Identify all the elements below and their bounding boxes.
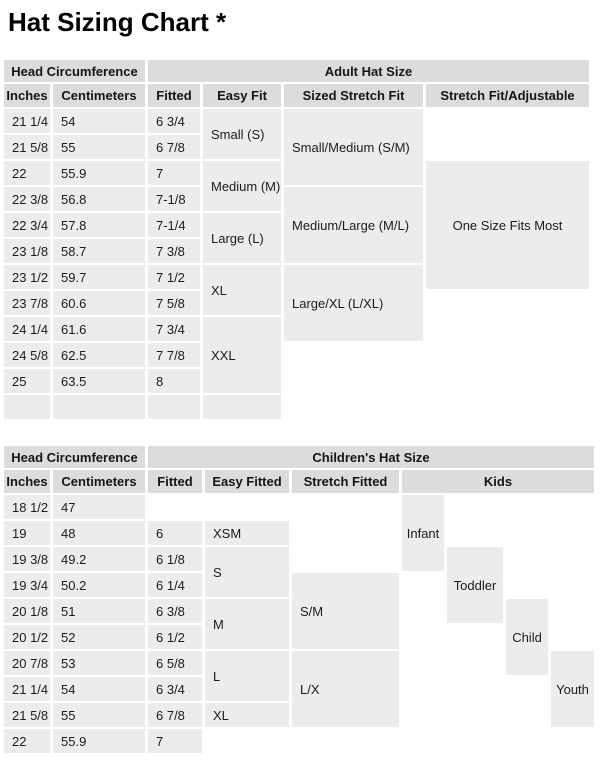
cell-easy-fitted-m: M: [205, 599, 289, 649]
cell-easy-fit-medium: Medium (M): [203, 161, 281, 211]
table-row: [4, 109, 589, 133]
cell-empty: [426, 395, 589, 419]
table-row: [4, 547, 594, 571]
cell-centimeters: 60.6: [53, 291, 145, 315]
cell-inches: 21 5/8: [4, 703, 50, 727]
cell-inches: 24 5/8: [4, 343, 50, 367]
cell-centimeters: 48: [53, 521, 145, 545]
cell-empty: [551, 495, 594, 519]
cell-empty: [506, 729, 548, 753]
cell-easy-fit-xl: XL: [203, 265, 281, 315]
cell-empty: [551, 599, 594, 623]
col-header-inches: Inches: [4, 84, 50, 107]
col-header-stretch-fitted: Stretch Fitted: [292, 470, 399, 493]
cell-inches: 20 1/2: [4, 625, 50, 649]
cell-fitted: 7 5/8: [148, 291, 200, 315]
col-header-inches: Inches: [4, 470, 50, 493]
cell-centimeters: 55.9: [53, 161, 145, 185]
cell-fitted: 7-1/4: [148, 213, 200, 237]
cell-inches-empty: [4, 395, 50, 419]
cell-centimeters: 51: [53, 599, 145, 623]
table-row: [4, 369, 589, 393]
cell-empty: [426, 343, 589, 367]
cell-empty: [292, 495, 399, 519]
cell-empty: [402, 677, 444, 701]
cell-fitted: 7 3/4: [148, 317, 200, 341]
cell-centimeters: 59.7: [53, 265, 145, 289]
cell-easy-fit-xxl: XXL: [203, 317, 281, 393]
col-header-stretch-fit-adjustable: Stretch Fit/Adjustable: [426, 84, 589, 107]
cell-centimeters: 63.5: [53, 369, 145, 393]
table-row: [4, 446, 594, 468]
cell-easy-fit-empty: [203, 395, 281, 419]
cell-inches: 22 3/4: [4, 213, 50, 237]
cell-centimeters: 56.8: [53, 187, 145, 211]
cell-empty: [447, 651, 503, 675]
cell-empty: [426, 291, 589, 315]
cell-empty: [506, 677, 548, 701]
cell-fitted: 7: [148, 729, 202, 753]
cell-inches: 23 1/8: [4, 239, 50, 263]
cell-one-size-fits-most: One Size Fits Most: [426, 161, 589, 289]
cell-inches: 21 1/4: [4, 677, 50, 701]
cell-fitted-empty: [148, 395, 200, 419]
cell-fitted: 7: [148, 161, 200, 185]
cell-empty: [447, 495, 503, 519]
cell-centimeters-empty: [53, 395, 145, 419]
col-header-centimeters: Centimeters: [53, 84, 145, 107]
table-row: [4, 395, 589, 419]
cell-empty: [551, 729, 594, 753]
col-header-sized-stretch-fit: Sized Stretch Fit: [284, 84, 423, 107]
cell-easy-fitted-l: L: [205, 651, 289, 701]
cell-inches: 19 3/4: [4, 573, 50, 597]
cell-inches: 24 1/4: [4, 317, 50, 341]
cell-easy-fitted-s: S: [205, 547, 289, 597]
cell-centimeters: 57.8: [53, 213, 145, 237]
table-row: [4, 470, 594, 493]
cell-centimeters: 61.6: [53, 317, 145, 341]
cell-centimeters: 47: [53, 495, 145, 519]
cell-fitted: 6 1/8: [148, 547, 202, 571]
cell-fitted: 7 7/8: [148, 343, 200, 367]
cell-empty: [447, 703, 503, 727]
cell-easy-fit-small: Small (S): [203, 109, 281, 159]
cell-inches: 20 1/8: [4, 599, 50, 623]
cell-centimeters: 62.5: [53, 343, 145, 367]
table-row: [4, 495, 594, 519]
cell-inches: 22: [4, 161, 50, 185]
cell-stretch-fitted-sm: S/M: [292, 573, 399, 649]
table-row: [4, 343, 589, 367]
cell-empty: [506, 521, 548, 545]
cell-empty: [447, 677, 503, 701]
cell-inches: 20 7/8: [4, 651, 50, 675]
cell-centimeters: 58.7: [53, 239, 145, 263]
cell-centimeters: 55.9: [53, 729, 145, 753]
table-row: [4, 521, 594, 545]
cell-empty: [292, 521, 399, 545]
cell-empty: [506, 495, 548, 519]
col-header-kids: Kids: [402, 470, 594, 493]
cell-centimeters: 53: [53, 651, 145, 675]
cell-fitted: 7-1/8: [148, 187, 200, 211]
cell-centimeters: 52: [53, 625, 145, 649]
table-row: [4, 60, 589, 82]
cell-fitted: 6 5/8: [148, 651, 202, 675]
cell-stretch-fitted-lx: L/X: [292, 651, 399, 727]
cell-inches: 22 3/8: [4, 187, 50, 211]
cell-empty: [426, 135, 589, 159]
cell-kids-toddler: Toddler: [447, 547, 503, 623]
cell-empty: [402, 625, 444, 649]
col-header-centimeters: Centimeters: [53, 470, 145, 493]
cell-centimeters: 54: [53, 677, 145, 701]
cell-empty: [426, 369, 589, 393]
cell-empty: [284, 395, 423, 419]
cell-fitted: 6 3/8: [148, 599, 202, 623]
cell-inches: 21 5/8: [4, 135, 50, 159]
cell-inches: 22: [4, 729, 50, 753]
cell-inches: 18 1/2: [4, 495, 50, 519]
cell-empty: [402, 599, 444, 623]
cell-empty: [402, 573, 444, 597]
cell-empty: [447, 625, 503, 649]
cell-kids-infant: Infant: [402, 495, 444, 571]
cell-sized-stretch-sm: Small/Medium (S/M): [284, 109, 423, 185]
cell-centimeters: 54: [53, 109, 145, 133]
cell-empty: [292, 547, 399, 571]
group-header-head-circumference: Head Circumference: [4, 60, 145, 82]
cell-easy-fitted-xl: XL: [205, 703, 289, 727]
cell-centimeters: 49.2: [53, 547, 145, 571]
col-header-fitted: Fitted: [148, 84, 200, 107]
page-title: Hat Sizing Chart *: [8, 7, 227, 37]
group-header-head-circumference: Head Circumference: [4, 446, 145, 468]
cell-empty: [506, 573, 548, 597]
cell-fitted: 6 1/2: [148, 625, 202, 649]
childrens-hat-size-table: [1, 444, 597, 755]
cell-inches: 25: [4, 369, 50, 393]
cell-fitted: 6: [148, 521, 202, 545]
cell-fitted: 6 7/8: [148, 135, 200, 159]
cell-empty: [426, 109, 589, 133]
cell-empty: [402, 729, 444, 753]
cell-kids-youth: Youth: [551, 651, 594, 727]
group-header-childrens-hat-size: Children's Hat Size: [148, 446, 594, 468]
cell-empty: [506, 547, 548, 571]
cell-empty: [284, 369, 423, 393]
cell-centimeters: 55: [53, 135, 145, 159]
cell-empty: [148, 495, 202, 519]
cell-fitted: 7 3/8: [148, 239, 200, 263]
cell-empty: [447, 521, 503, 545]
table-row: [4, 573, 594, 597]
cell-centimeters: 55: [53, 703, 145, 727]
cell-empty: [205, 729, 289, 753]
cell-fitted: 6 3/4: [148, 677, 202, 701]
cell-fitted: 7 1/2: [148, 265, 200, 289]
cell-empty: [551, 547, 594, 571]
cell-fitted: 6 7/8: [148, 703, 202, 727]
cell-empty: [551, 625, 594, 649]
cell-sized-stretch-ml: Medium/Large (M/L): [284, 187, 423, 263]
cell-empty: [426, 317, 589, 341]
col-header-easy-fit: Easy Fit: [203, 84, 281, 107]
cell-fitted: 6 1/4: [148, 573, 202, 597]
cell-sized-stretch-lxl: Large/XL (L/XL): [284, 265, 423, 341]
adult-hat-size-table: [1, 58, 592, 421]
cell-empty: [551, 573, 594, 597]
col-header-fitted: Fitted: [148, 470, 202, 493]
col-header-easy-fitted: Easy Fitted: [205, 470, 289, 493]
cell-empty: [506, 703, 548, 727]
cell-inches: 21 1/4: [4, 109, 50, 133]
cell-inches: 19 3/8: [4, 547, 50, 571]
cell-inches: 19: [4, 521, 50, 545]
cell-easy-fitted-xsm: XSM: [205, 521, 289, 545]
group-header-adult-hat-size: Adult Hat Size: [148, 60, 589, 82]
cell-fitted: 6 3/4: [148, 109, 200, 133]
cell-easy-fit-large: Large (L): [203, 213, 281, 263]
table-row: [4, 84, 589, 107]
cell-empty: [402, 651, 444, 675]
cell-inches: 23 7/8: [4, 291, 50, 315]
cell-empty: [292, 729, 399, 753]
cell-centimeters: 50.2: [53, 573, 145, 597]
cell-empty: [402, 703, 444, 727]
table-row: [4, 729, 594, 753]
cell-empty: [205, 495, 289, 519]
cell-inches: 23 1/2: [4, 265, 50, 289]
cell-empty: [447, 729, 503, 753]
cell-empty: [551, 521, 594, 545]
cell-fitted: 8: [148, 369, 200, 393]
cell-empty: [284, 343, 423, 367]
cell-kids-child: Child: [506, 599, 548, 675]
